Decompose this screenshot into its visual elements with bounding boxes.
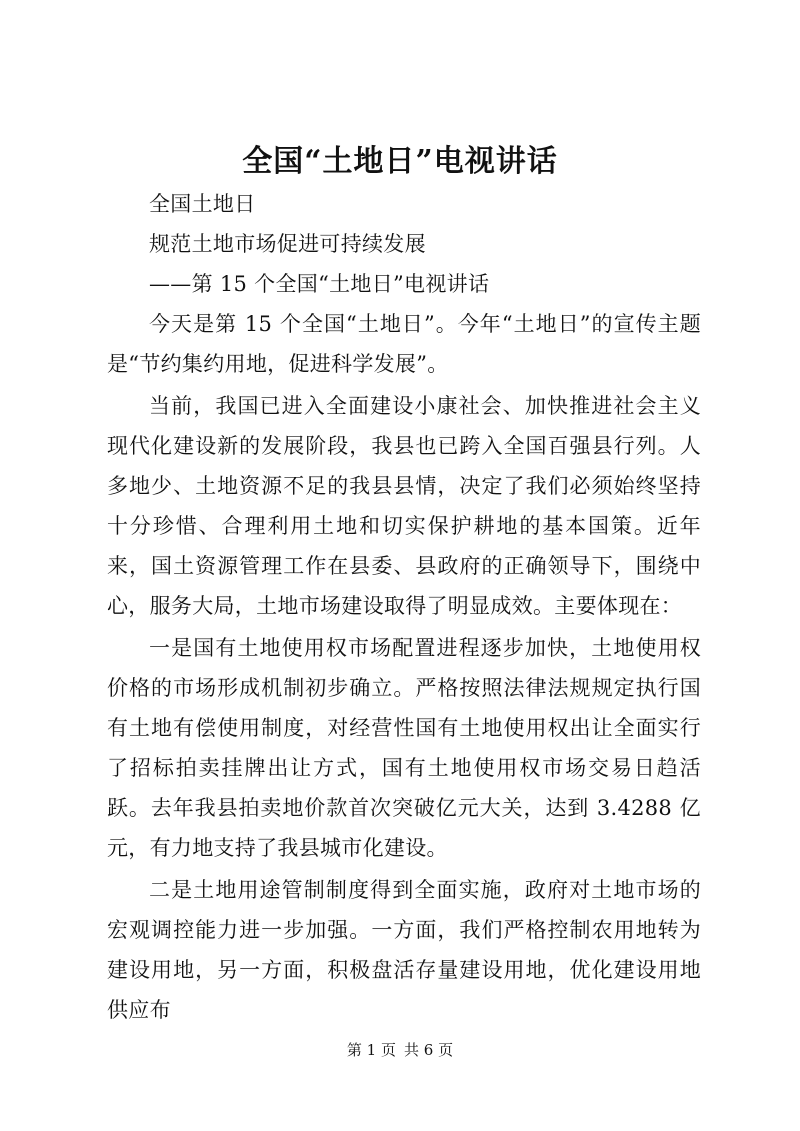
subtitle-line-2: 规范土地市场促进可持续发展 xyxy=(149,232,426,256)
document-title: 全国“土地日”电视讲话 xyxy=(242,144,558,179)
paragraph-2: 当前，我国已进入全面建设小康社会、加快推进社会主义现代化建设新的发展阶段，我县也已跨入全国百强县行列。人多地少、土地资源不足的我县县情，决定了我们必须始终坚持十分珍惜、合理利用土地和切实保护耕地的基本国策。近年来，国土资源管理工作在县委、县政府的正确领导下，围绕中心，服务大局，土地市场建设取得了明显成效。主要体现在： xyxy=(107,394,701,618)
paragraph-4: 二是土地用途管制制度得到全面实施，政府对土地市场的宏观调控能力进一步加强。一方面，我们严格控制农用地转为建设用地，另一方面，积极盘活存量建设用地，优化建设用地供应布 xyxy=(107,878,701,1022)
subtitle-line-1: 全国土地日 xyxy=(149,192,256,216)
paragraph-1: 今天是第 15 个全国“土地日”。今年“土地日”的宣传主题是“节约集约用地，促进科学发展”。 xyxy=(107,312,701,376)
subtitle-line-3: ——第 15 个全国“土地日”电视讲话 xyxy=(149,272,490,296)
document-body xyxy=(107,184,701,1030)
paragraph-3: 一是国有土地使用权市场配置进程逐步加快，土地使用权价格的市场形成机制初步确立。严格按照法律法规规定执行国有土地有偿使用制度，对经营性国有土地使用权出让全面实行了招标拍卖挂牌出让方式，国有土地使用权市场交易日趋活跃。去年我县拍卖地价款首次突破亿元大关，达到 3.4288 亿元，有力地支持了我县城市化建设。 xyxy=(107,636,701,860)
page-number: 第 1 页 xyxy=(346,1041,396,1059)
page-total: 共 6 页 xyxy=(404,1041,454,1059)
page-footer xyxy=(0,1040,800,1060)
